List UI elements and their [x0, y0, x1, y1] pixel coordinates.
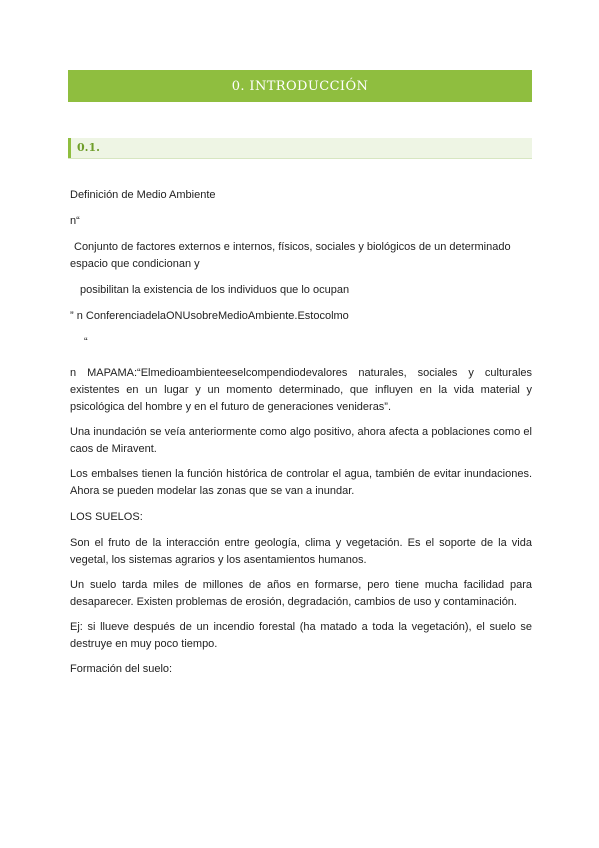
section-heading-bar: [68, 138, 532, 159]
suelo-tarda-paragraph: Un suelo tarda miles de millones de años en formarse, pero tiene mucha facilidad para desaparecer. Existen problemas de erosión, degradación, cambios de uso y contaminación.: [70, 579, 532, 608]
onu-reference: ” n ConferenciadelaONUsobreMedioAmbiente.Estocolmo: [70, 310, 349, 322]
chapter-title: 0. INTRODUCCIÓN: [231, 78, 369, 94]
definition-continuation: posibilitan la existencia de los individuos que lo ocupan: [80, 284, 350, 296]
inundacion-paragraph: Una inundación se veía anteriormente como algo positivo, ahora afecta a poblaciones como el caos de Miravent.: [70, 426, 532, 455]
quote-mark-2: “: [84, 336, 88, 348]
chapter-heading-bar: [68, 70, 532, 102]
mapama-paragraph: n MAPAMA:“Elmedioambienteeselcompendiodevalores naturales, sociales y culturales existentes en un lugar y un momento determinado, que influyen en la vida material y psicológica del hombre y en el futuro de generaciones venideras”.: [70, 367, 532, 413]
formacion-heading: Formación del suelo:: [70, 663, 173, 675]
definition-paragraph: Conjunto de factores externos e internos, físicos, sociales y biológicos de un determinado espacio que condicionan y: [70, 241, 511, 270]
body-content: [70, 187, 532, 678]
quote-mark: n“: [70, 215, 80, 227]
suelos-heading: LOS SUELOS:: [70, 511, 143, 523]
section-number: 0.1.: [77, 141, 100, 154]
section-accent-stripe: [68, 138, 71, 158]
definition-heading: Definición de Medio Ambiente: [70, 189, 216, 201]
suelos-paragraph: Son el fruto de la interacción entre geología, clima y vegetación. Es el soporte de la vida vegetal, los sistemas agrarios y los asentamientos humanos.: [70, 537, 532, 566]
embalses-paragraph: Los embalses tienen la función histórica de controlar el agua, también de evitar inundaciones. Ahora se pueden modelar las zonas que se van a inundar.: [70, 468, 532, 497]
ejemplo-paragraph: Ej: si llueve después de un incendio forestal (ha matado a toda la vegetación), el suelo se destruye en muy poco tiempo.: [70, 621, 532, 650]
